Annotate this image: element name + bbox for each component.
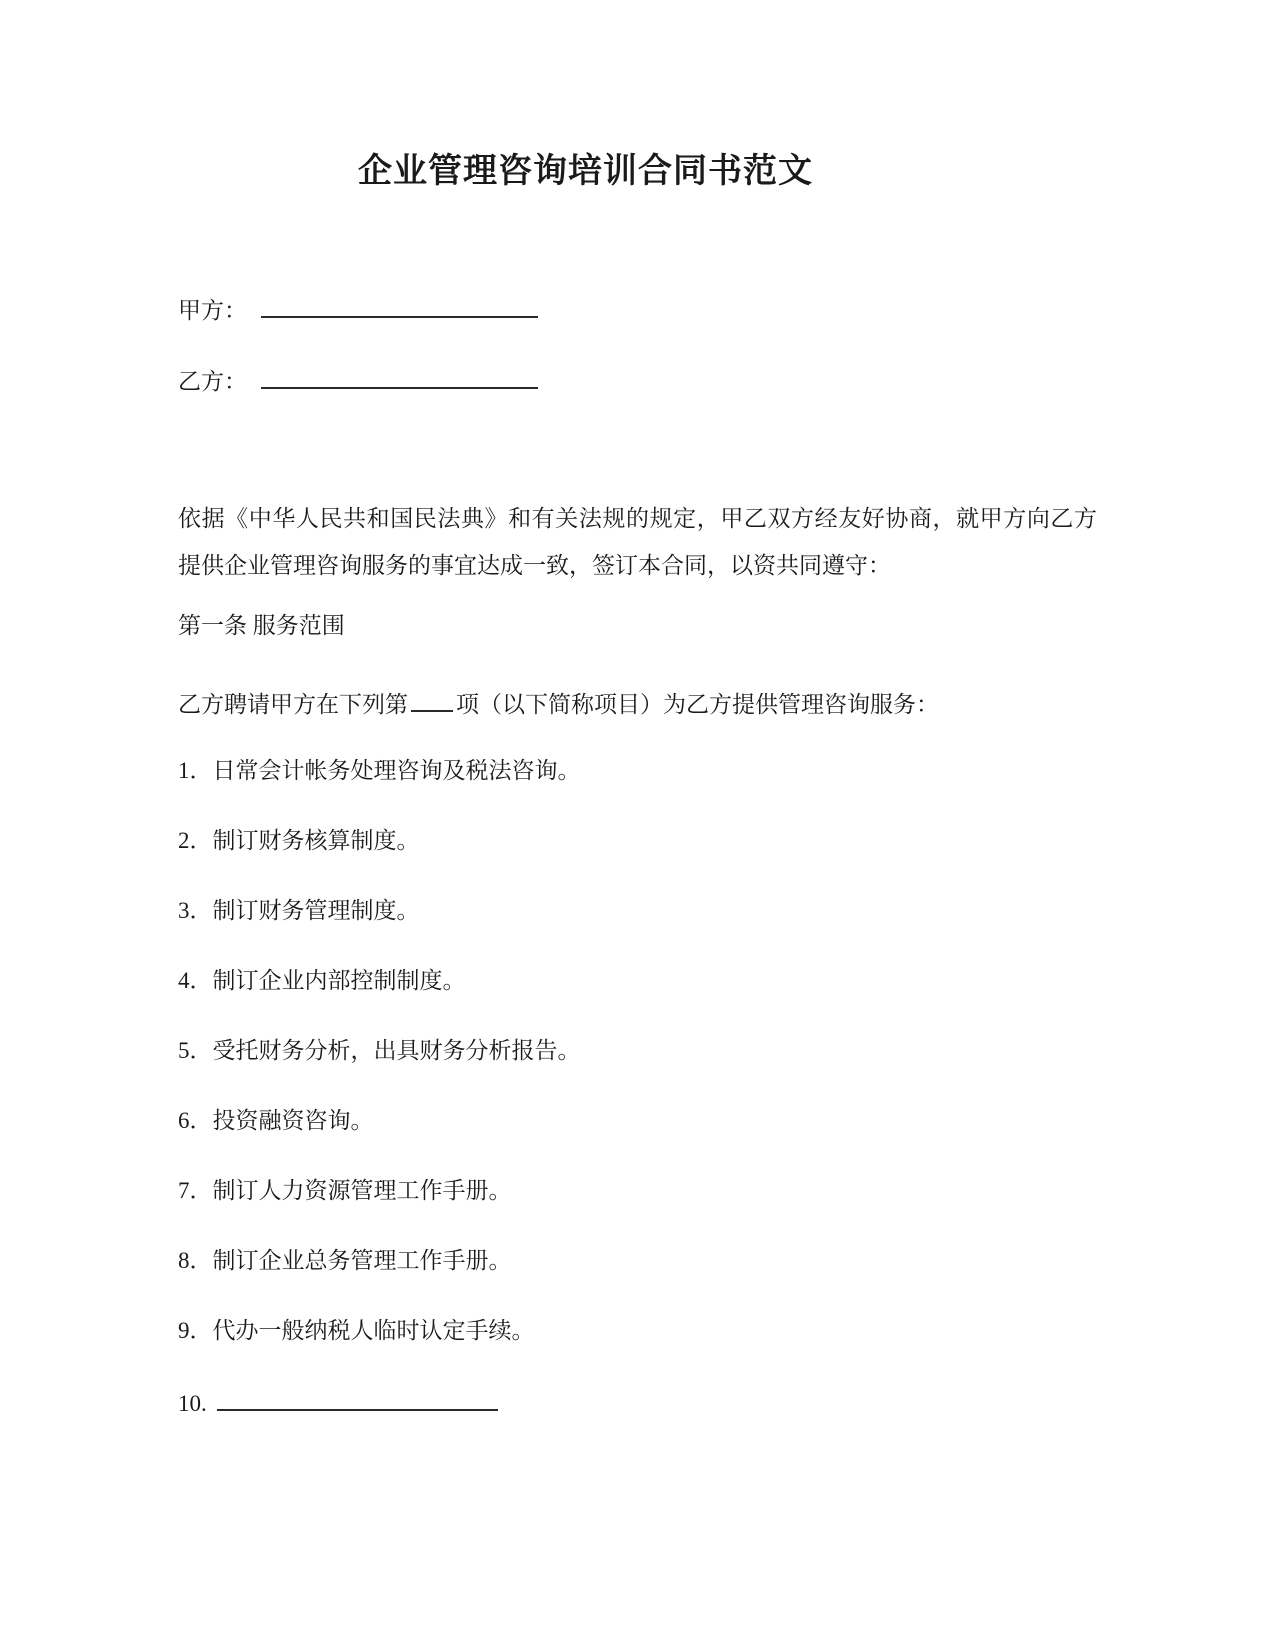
item-number: 3． — [178, 898, 213, 923]
item-text: 制订财务管理制度。 — [212, 898, 420, 923]
item-number: 7． — [178, 1178, 213, 1203]
item-number: 6． — [178, 1108, 213, 1133]
item-number: 4． — [178, 968, 213, 993]
party-a-fill-in-blank — [261, 292, 538, 318]
party-b-line — [178, 363, 1097, 398]
item-number: 8． — [178, 1248, 213, 1273]
item-10-fill-in-blank — [217, 1385, 498, 1411]
item-text: 制订财务核算制度。 — [212, 828, 420, 853]
item-text: 制订企业总务管理工作手册。 — [212, 1248, 512, 1273]
item-text: 代办一般纳税人临时认定手续。 — [212, 1318, 535, 1343]
party-a-line — [178, 292, 1097, 327]
party-a-label: 甲方： — [178, 298, 247, 323]
item-number: 9． — [178, 1318, 213, 1343]
item-text: 制订企业内部控制制度。 — [212, 968, 466, 993]
article1-heading: 第一条 服务范围 — [178, 613, 345, 638]
article1-lead-line — [178, 686, 1097, 720]
item-text: 日常会计帐务处理咨询及税法咨询。 — [212, 758, 581, 783]
item-text: 制订人力资源管理工作手册。 — [212, 1178, 512, 1203]
item-text: 投资融资咨询。 — [212, 1108, 374, 1133]
service-item-8 — [178, 1245, 1097, 1276]
service-item-4 — [178, 965, 1097, 996]
service-item-6 — [178, 1105, 1097, 1136]
item-number: 2． — [178, 828, 213, 853]
item-number: 5． — [178, 1038, 213, 1063]
service-item-7 — [178, 1175, 1097, 1206]
party-b-label: 乙方： — [178, 369, 247, 394]
item-text: 受托财务分析，出具财务分析报告。 — [212, 1038, 581, 1063]
item-number: 10. — [178, 1391, 207, 1416]
service-item-10 — [178, 1385, 1097, 1419]
lead-text-after-blank: 项（以下简称项目）为乙方提供管理咨询服务： — [456, 692, 939, 717]
service-item-2 — [178, 825, 1097, 856]
service-item-9 — [178, 1315, 1097, 1346]
document-title: 企业管理咨询培训合同书范文 — [358, 153, 813, 190]
item-number: 1． — [178, 758, 213, 783]
item-number-fill-in-blank — [411, 686, 453, 712]
service-item-1 — [178, 755, 1097, 786]
party-b-fill-in-blank — [261, 363, 538, 389]
lead-text-before-blank: 乙方聘请甲方在下列第 — [178, 692, 408, 717]
intro-paragraph: 依据《中华人民共和国民法典》和有关法规的规定，甲乙双方经友好协商，就甲方向乙方提供企业管理咨询服务的事宜达成一致，签订本合同，以资共同遵守： — [178, 506, 1097, 578]
service-item-3 — [178, 895, 1097, 926]
service-item-5 — [178, 1035, 1097, 1066]
